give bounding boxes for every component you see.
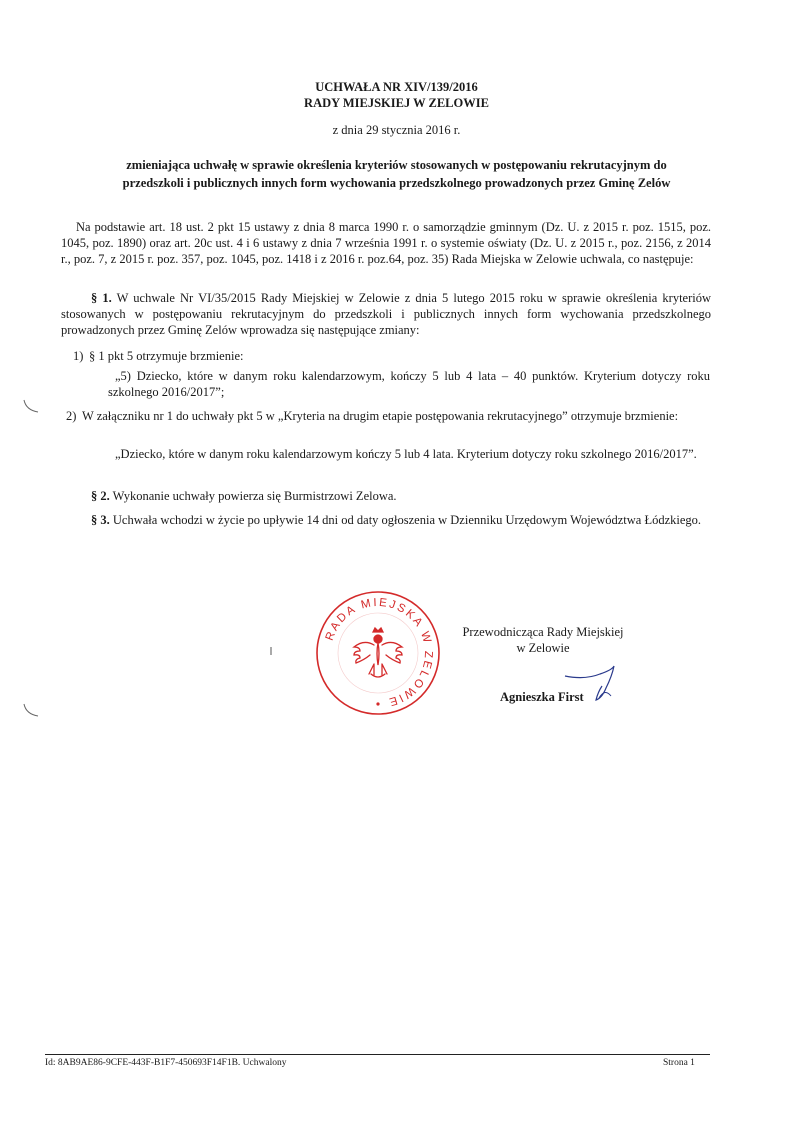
signatory-role-line-2: w Zelowie [516,641,570,655]
item-2-text: W załączniku nr 1 do uchwały pkt 5 w „Kryteria na drugim etapie postępowania rekrutacyjnego” otrzymuje brzmienie: [82,409,679,423]
resolution-number: UCHWAŁA NR XIV/139/2016 [315,80,478,94]
page-number: Strona 1 [663,1058,695,1068]
scan-artifact-mark [269,646,273,656]
item-1-number: 1) [73,349,84,363]
item-2-quote: „Dziecko, które w danym roku kalendarzowym kończy 5 lub 4 lata. Kryterium dotyczy roku szkolnego 2016/2017”. [115,447,697,461]
paragraph-1-text: W uchwale Nr VI/35/2015 Rady Miejskiej w Zelowie z dnia 5 lutego 2015 roku w sprawie określenia kryteriów stosowanych w postępowaniu rekrutacyjnym do przedszkoli i publicznych innych form wychowania przedszkolnego prowadzonych przez Gminę Zelów wprowadza się następujące zmiany: [61,291,711,338]
svg-text:RADA MIEJSKA W ZELOWIE: RADA MIEJSKA W ZELOWIE [323,596,435,709]
paragraph-3-text: Uchwała wchodzi w życie po upływie 14 dni od daty ogłoszenia w Dzienniku Urzędowym Województwa Łódzkiego. [112,513,702,527]
paragraph-3-label: § 3. [91,513,110,527]
signatory-name: Agnieszka First [500,690,584,704]
item-1-quote: „5) Dziecko, które w danym roku kalendarzowym, kończy 5 lub 4 lata – 40 punktów. Kryterium dotyczy roku szkolnego 2016/2017”; [108,369,710,400]
signatory-role-line-1: Przewodnicząca Rady Miejskiej [462,625,624,639]
paragraph-3 [61,512,711,528]
item-2-number: 2) [66,409,77,423]
item-1-text: § 1 pkt 5 otrzymuje brzmienie: [89,349,244,363]
document-id: Id: 8AB9AE86-9CFE-443F-B1F7-450693F14F1B. Uchwalony [45,1058,287,1068]
eagle-emblem-icon [354,628,402,677]
scan-artifact-mark [22,702,42,718]
footer-divider [45,1054,710,1055]
official-seal-stamp [313,588,443,718]
council-name: RADY MIEJSKIEJ W ZELOWIE [304,96,489,110]
subject-line-2: przedszkoli i publicznych innych form wychowania przedszkolnego prowadzonych przez Gminę Zelów [122,176,671,190]
subject-line-1: zmieniająca uchwałę w sprawie określenia kryteriów stosowanych w postępowaniu rekrutacyjnym do [126,158,667,172]
paragraph-2 [61,488,711,504]
paragraph-1 [61,290,711,339]
legal-basis-paragraph: Na podstawie art. 18 ust. 2 pkt 15 ustawy z dnia 8 marca 1990 r. o samorządzie gminnym (Dz. U. z 2015 r. poz. 1515, poz. 1045, poz. 1890) oraz art. 20c ust. 4 i 6 ustawy z dnia 7 września 1991 r. o systemie oświaty (Dz. U. z 2015 r., poz. 2156, z 2014 r., poz. 7, z 2015 r. poz. 357, poz. 1045, poz. 1418 i z 2016 r. poz.64, poz. 35) Rada Miejska w Zelowie uchwala, co następuje: [61,220,711,267]
paragraph-2-text: Wykonanie uchwały powierza się Burmistrzowi Zelowa. [112,489,397,503]
paragraph-1-label: § 1. [91,291,112,305]
resolution-date: z dnia 29 stycznia 2016 r. [332,123,461,137]
scan-artifact-mark [22,398,42,414]
paragraph-2-label: § 2. [91,489,110,503]
